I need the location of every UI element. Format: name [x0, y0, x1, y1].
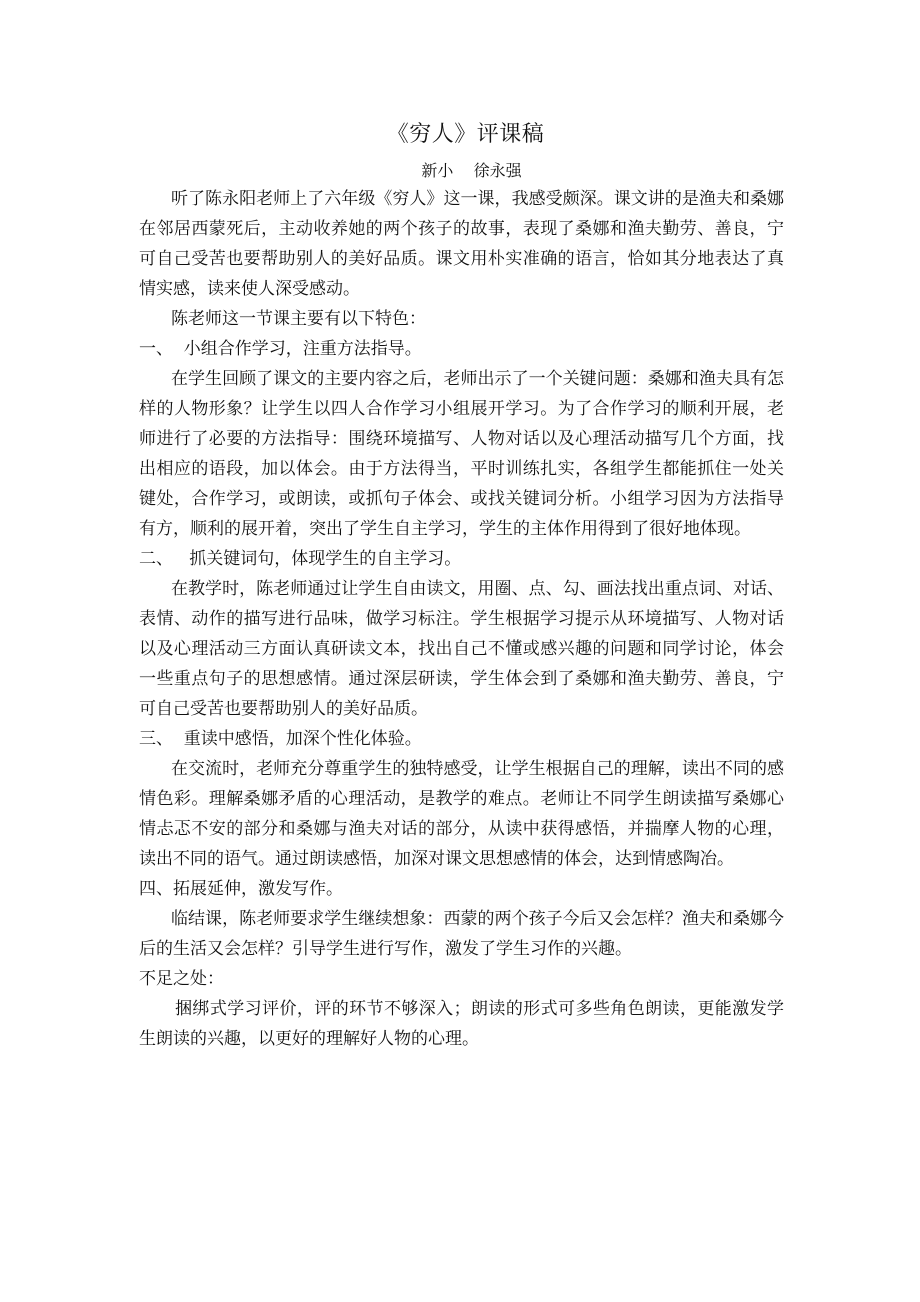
section-body-1: 在学生回顾了课文的主要内容之后，老师出示了一个关键问题：桑娜和渔夫具有怎样的人物形象？让学生以四人合作学习小组展开学习。为了合作学习的顺利开展，老师进行了必要的方法指导：围绕环境描写、人物对话以及心理活动描写几个方面，找出相应的语段，加以体会。由于方法得当，平时训练扎实，各组学生都能抓住一处关键处，合作学习，或朗读，或抓句子体会、或找关键词分析。小组学习因为方法指导有方，顺利的展开着，突出了学生自主学习，学生的主体作用得到了很好地体现。	[139, 369, 784, 539]
document-title: 《穷人》评课稿	[386, 122, 545, 147]
document-author: 新小 徐永强	[421, 161, 522, 180]
intro-paragraph: 听了陈永阳老师上了六年级《穷人》这一课，我感受颇深。课文讲的是渔夫和桑娜在邻居西蒙死后，主动收养她的两个孩子的故事，表现了桑娜和渔夫勤劳、善良，宁可自己受苦也要帮助别人的美好品质。课文用朴实准确的语言，恰如其分地表达了真情实感，读来使人深受感动。	[139, 189, 784, 299]
features-intro: 陈老师这一节课主要有以下特色：	[171, 309, 426, 329]
section-heading-3: 三、 重读中感悟，加深个性化体验。	[139, 729, 422, 749]
section-body-4: 临结课，陈老师要求学生继续想象：西蒙的两个孩子今后又会怎样？渔夫和桑娜今后的生活又会怎样？引导学生进行写作，激发了学生习作的兴趣。	[139, 909, 784, 959]
section-heading-1: 一、 小组合作学习，注重方法指导。	[139, 339, 422, 359]
shortcomings-body: 捆绑式学习评价，评的环节不够深入；朗读的形式可多些角色朗读，更能激发学生朗读的兴趣，以更好的理解好人物的心理。	[139, 999, 784, 1049]
section-body-2: 在教学时，陈老师通过让学生自由读文，用圈、点、勾、画法找出重点词、对话、表情、动作的描写进行品味，做学习标注。学生根据学习提示从环境描写、人物对话以及心理活动三方面认真研读文本，找出自己不懂或感兴趣的问题和同学讨论，体会一些重点句子的思想感情。通过深层研读，学生体会到了桑娜和渔夫勤劳、善良，宁可自己受苦也要帮助别人的美好品质。	[139, 579, 784, 719]
section-heading-4: 四、拓展延伸，激发写作。	[139, 879, 343, 899]
section-heading-2: 二、 抓关键词句，体现学生的自主学习。	[139, 549, 462, 569]
document-page	[139, 118, 784, 1054]
section-body-3: 在交流时，老师充分尊重学生的独特感受，让学生根据自己的理解，读出不同的感情色彩。理解桑娜矛盾的心理活动，是教学的难点。老师让不同学生朗读描写桑娜心情忐忑不安的部分和桑娜与渔夫对话的部分，从读中获得感悟，并揣摩人物的心理，读出不同的语气。通过朗读感悟，加深对课文思想感情的体会，达到情感陶冶。	[139, 759, 784, 869]
shortcomings-heading: 不足之处：	[139, 969, 224, 989]
